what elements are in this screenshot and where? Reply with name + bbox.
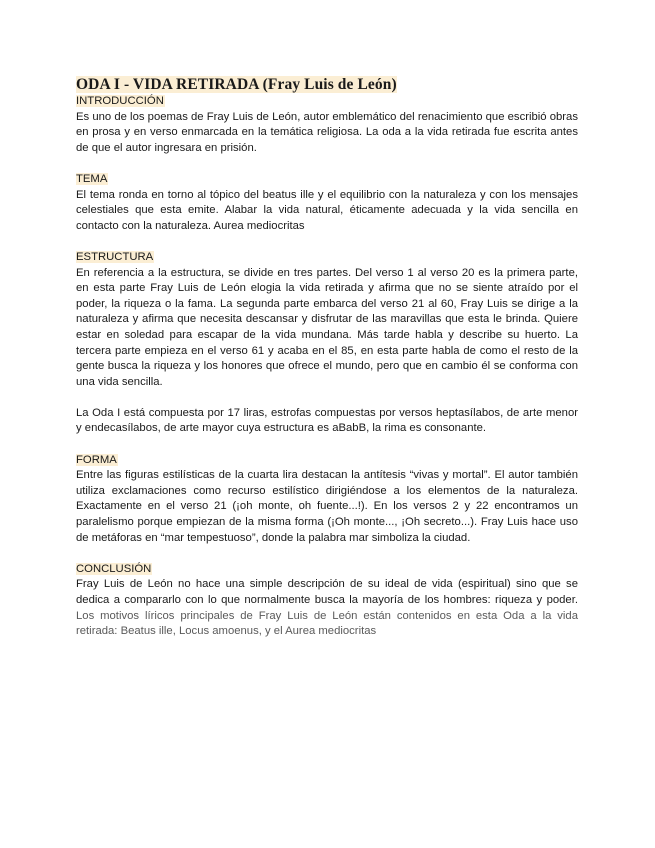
document-page <box>76 76 578 640</box>
document-title <box>76 76 578 94</box>
conclusion-text-main: Fray Luis de León no hace una simple descripción de su ideal de vida (espiritual) sino que se dedica a compararlo con lo que normalmente busca la mayoría de los hombres: riqueza y poder. <box>76 578 578 606</box>
section-text-tema: El tema ronda en torno al tópico del beatus ille y el equilibrio con la naturaleza y con los mensajes celestiales que esta emite. Alabar la vida natural, éticamente adecuada y la vida sencilla en contacto con la naturaleza. Aurea mediocritas <box>76 188 578 232</box>
section-text-estructura-2: La Oda I está compuesta por 17 liras, estrofas compuestas por versos heptasílabos, de arte menor y endecasílabos, de arte mayor cuya estructura es aBabB, la rima es consonante. <box>76 406 578 435</box>
section-text-forma: Entre las figuras estilísticas de la cuarta lira destacan la antítesis “vivas y mortal”. El autor también utiliza exclamaciones como recurso estilístico dirigiéndose a los elementos de la naturaleza. Exactamente en el verso 21 (¡oh monte, oh fuente...!). En los versos 2 y 22 encontramos un paralelismo porque empiezan de la misma forma (¡Oh monte..., ¡Oh secreto...). Fray Luis hace uso de metáforas en “mar tempestuoso”, donde la palabra mar simboliza la ciudad. <box>76 469 578 544</box>
section-heading-tema: TEMA <box>76 172 108 185</box>
conclusion-text-gray: Los motivos líricos principales de Fray Luis de León están contenidos en esta Oda a la vida retirada: Beatus ille, Locus amoenus, y el Aurea mediocritas <box>76 609 578 638</box>
section-heading-introduccion: INTRODUCCIÓN <box>76 95 164 107</box>
section-heading-conclusion: CONCLUSIÓN <box>76 562 152 575</box>
section-text-introduccion: Es uno de los poemas de Fray Luis de León, autor emblemático del renacimiento que escribió obras en prosa y en verso enmarcada en la temática religiosa. La oda a la vida retirada fue escrita antes de que el autor ingresara en prisión. <box>76 110 578 154</box>
section-text-conclusion <box>76 577 578 639</box>
title-text: ODA I - VIDA RETIRADA (Fray Luis de León) <box>76 76 397 93</box>
section-heading-forma: FORMA <box>76 453 117 466</box>
section-heading-estructura: ESTRUCTURA <box>76 250 154 263</box>
section-text-estructura: En referencia a la estructura, se divide en tres partes. Del verso 1 al verso 20 es la primera parte, en esta parte Fray Luis de León elogia la vida retirada y afirma que no se siente atraído por el poder, la riqueza o la fama. La segunda parte embarca del verso 21 al 60, Fray Luis se dirige a la naturaleza y afirma que necesita descansar y disfrutar de las maravillas que esta le brinda. Quiere estar en soledad para escapar de la vida mundana. Más tarde habla y describe su huerto. La tercera parte empieza en el verso 61 y acaba en el 85, en esta parte habla de como el resto de la gente busca la riqueza y los honores que ofrece el mundo, pero que en cambio él se conforma con una vida sencilla. <box>76 266 578 388</box>
